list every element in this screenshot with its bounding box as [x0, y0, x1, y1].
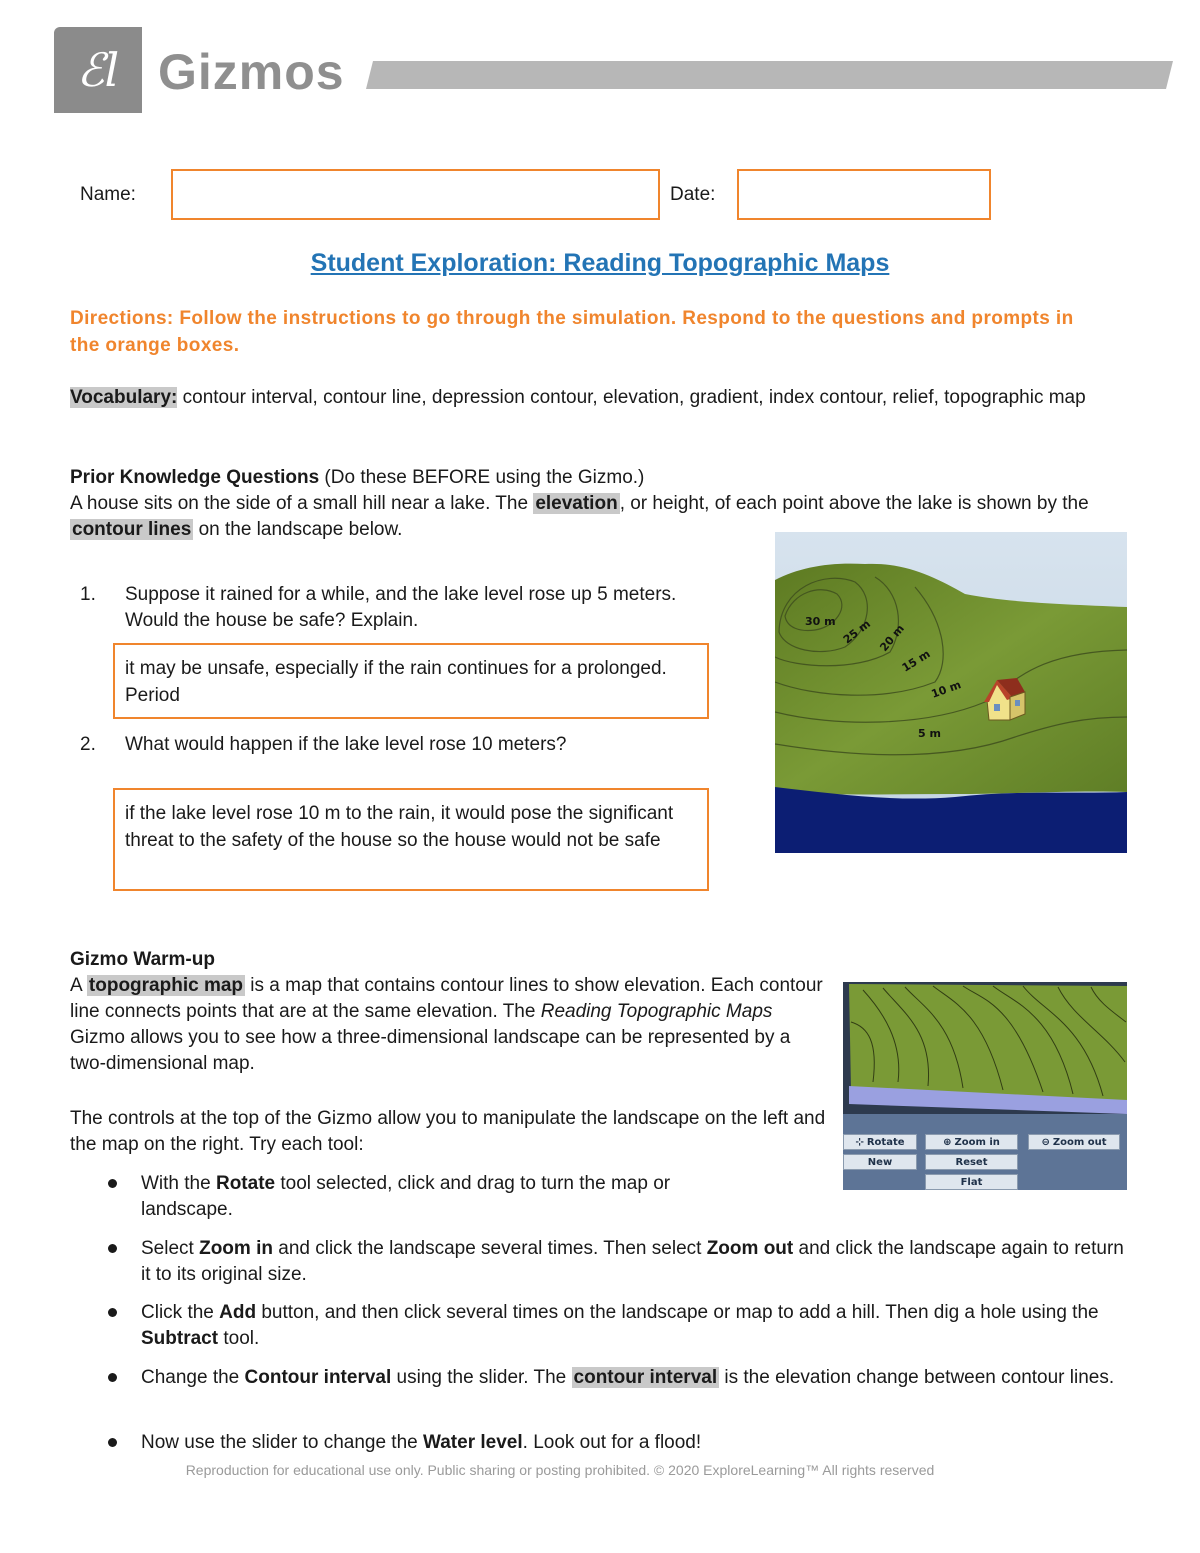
prior-heading-note: (Do these BEFORE using the Gizmo.)	[319, 467, 645, 488]
warmup-text: A	[70, 975, 87, 996]
zoom-in-button[interactable]	[925, 1134, 1018, 1150]
name-field[interactable]	[171, 169, 660, 220]
bullet-add	[141, 1300, 1126, 1352]
contour-label-20: 20 m	[877, 622, 907, 654]
reset-button[interactable]: Reset	[925, 1154, 1018, 1170]
contour-interval-term: contour interval	[573, 1367, 718, 1388]
bullet-text: tool selected, click and drag to turn the map or landscape.	[141, 1173, 671, 1220]
bullet-dot	[108, 1438, 117, 1447]
answer-1-box[interactable]: it may be unsafe, especially if the rain continues for a prolonged. Period	[113, 643, 709, 719]
rotate-tool-button[interactable]	[843, 1134, 917, 1150]
bullet-bold: Add	[219, 1302, 257, 1323]
vocabulary-terms: contour interval, contour line, depression contour, elevation, gradient, index contour, relief, topographic map	[177, 387, 1086, 408]
warmup-text-3: Gizmo allows you to see how a three-dimensional landscape can be represented by a two-dimensional map.	[70, 1027, 791, 1074]
bullet-text: Select	[141, 1238, 200, 1259]
bullet-text: and click the landscape again to return it to its original size.	[141, 1238, 1124, 1285]
zoom-out-label: Zoom out	[1052, 1136, 1107, 1148]
bullet-text: . Look out for a flood!	[522, 1432, 702, 1453]
bullet-bold: Contour interval	[244, 1367, 392, 1388]
bullet-bold: Subtract	[141, 1328, 219, 1349]
directions-text: Directions: Follow the instructions to go through the simulation. Respond to the questions and prompts in the orange boxes.	[70, 308, 1074, 356]
bullet-dot	[108, 1373, 117, 1382]
bullet-zoom	[141, 1236, 1126, 1288]
bullet-bold: Zoom out	[706, 1238, 794, 1259]
flat-button[interactable]: Flat	[925, 1174, 1018, 1190]
contour-label-5: 5 m	[918, 727, 941, 740]
contour-lines-term: contour lines	[72, 519, 192, 540]
question-1-text: Suppose it rained for a while, and the lake level rose up 5 meters. Would the house be safe? Explain.	[125, 584, 677, 631]
warmup-section	[70, 947, 830, 1077]
page-title: Student Exploration: Reading Topographic Maps	[310, 249, 890, 277]
question-1-number: 1.	[80, 584, 96, 605]
topographic-map-term: topographic map	[88, 975, 244, 996]
zoom-in-label: Zoom in	[954, 1136, 1000, 1148]
zoom-in-icon: ⊕	[943, 1136, 952, 1148]
logo-icon: ℰl	[76, 43, 120, 97]
vocabulary-paragraph	[70, 385, 1090, 411]
bullet-dot	[108, 1308, 117, 1317]
landscape-contour-image	[775, 532, 1127, 853]
prior-intro-text: A house sits on the side of a small hill near a lake. The	[70, 493, 534, 514]
bullet-dot	[108, 1244, 117, 1253]
header-bar	[366, 61, 1173, 89]
controls-paragraph: The controls at the top of the Gizmo allow you to manipulate the landscape on the left and the map on the right. Try each tool:	[70, 1108, 826, 1155]
prior-intro-text-3: on the landscape below.	[193, 519, 403, 540]
bullet-bold: Water level	[423, 1432, 523, 1453]
brand-name: Gizmos	[158, 44, 345, 100]
zoom-out-icon: ⊖	[1041, 1136, 1050, 1148]
date-field[interactable]	[737, 169, 991, 220]
name-label: Name:	[80, 184, 136, 205]
prior-heading: Prior Knowledge Questions	[70, 467, 320, 488]
bullet-dot	[108, 1179, 117, 1188]
contour-label-30: 30 m	[805, 615, 836, 628]
zoom-out-button[interactable]	[1028, 1134, 1120, 1150]
gizmo-title-italic: Reading Topographic Maps	[540, 1001, 773, 1022]
contour-label-10: 10 m	[929, 678, 963, 701]
contour-label-25: 25 m	[840, 617, 873, 647]
bullet-text: button, and then click several times on the landscape or map to add a hill. Then dig a hole using the	[256, 1302, 1099, 1323]
bullet-text: Click the	[141, 1302, 220, 1323]
bullet-text: Change the	[141, 1367, 245, 1388]
rotate-icon: ⊹	[855, 1136, 864, 1148]
vocabulary-label: Vocabulary:	[70, 387, 178, 408]
bullet-contour-interval	[141, 1365, 1126, 1391]
bullet-water-level	[141, 1430, 1126, 1456]
bullet-bold: Zoom in	[199, 1238, 273, 1259]
date-label: Date:	[670, 184, 716, 205]
contour-label-15: 15 m	[899, 647, 933, 675]
prior-intro-text-2: , or height, of each point above the lake is shown by the	[619, 493, 1089, 514]
elevation-term: elevation	[535, 493, 618, 514]
bullet-text: With the	[141, 1173, 216, 1194]
question-2-number: 2.	[80, 734, 96, 755]
question-2-text: What would happen if the lake level rose 10 meters?	[125, 734, 567, 755]
new-button[interactable]: New	[843, 1154, 917, 1170]
bullet-bold: Rotate	[215, 1173, 276, 1194]
bullet-text: tool.	[218, 1328, 260, 1349]
bullet-text: and click the landscape several times. Then select	[272, 1238, 707, 1259]
footer-copyright: Reproduction for educational use only. Public sharing or posting prohibited. © 2020 ExploreLearning™ All rights reserved	[185, 1462, 935, 1478]
bullet-text: using the slider. The	[391, 1367, 572, 1388]
answer-2-box[interactable]: if the lake level rose 10 m to the rain, it would pose the significant threat to the safety of the house so the house would not be safe	[113, 788, 709, 891]
bullet-text: is the elevation change between contour lines.	[719, 1367, 1115, 1388]
bullet-rotate	[141, 1171, 761, 1223]
warmup-text-2: is a map that contains contour lines to show elevation. Each contour line connects points that are at the same elevation. The	[70, 975, 823, 1022]
bullet-text: Now use the slider to change the	[141, 1432, 424, 1453]
warmup-heading: Gizmo Warm-up	[70, 949, 215, 970]
rotate-label: Rotate	[866, 1136, 905, 1148]
